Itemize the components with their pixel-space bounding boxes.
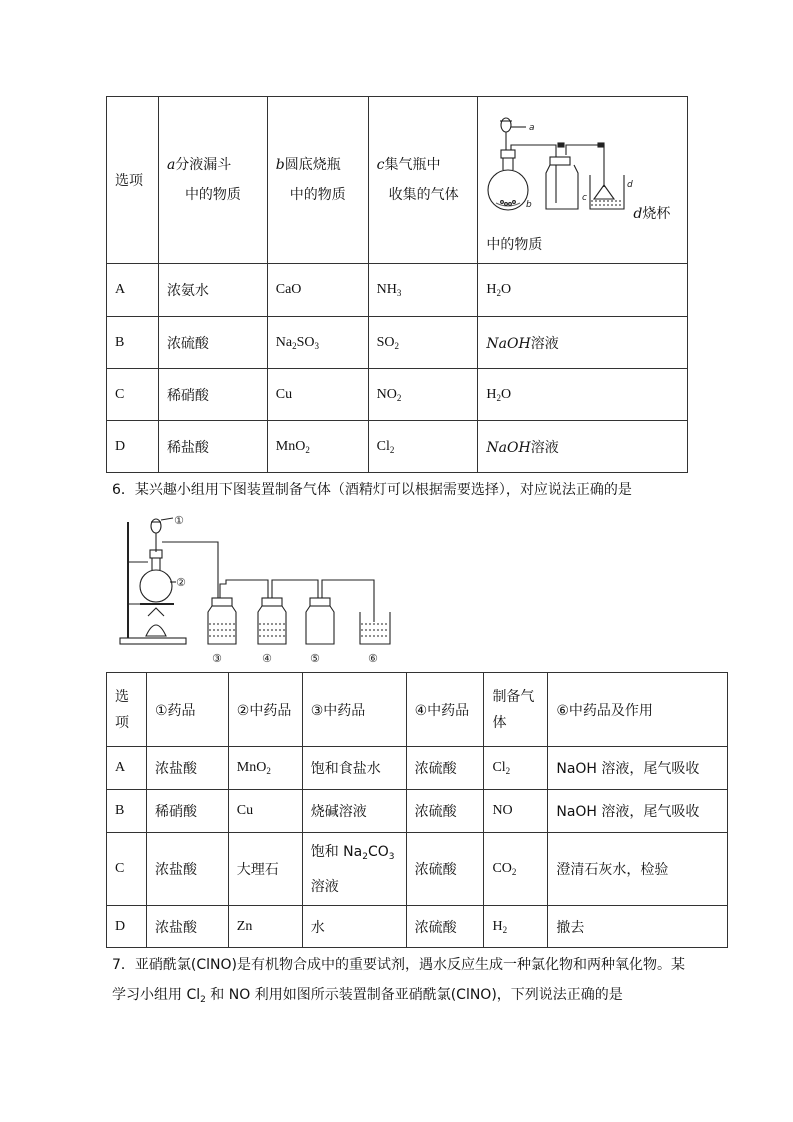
fig-label-5: ⑤: [310, 652, 320, 665]
table-row: [107, 747, 728, 790]
formula-text: NO: [376, 386, 397, 402]
header-option: 选项: [107, 97, 159, 264]
formula-sub: 2: [389, 444, 395, 455]
cell-c6: 澄清石灰水，检验: [548, 833, 728, 906]
fig-label-4: ④: [262, 652, 272, 665]
cell-a: 稀硝酸: [158, 369, 267, 421]
cell-c6: 撤去: [548, 906, 728, 948]
row-option: A: [107, 747, 147, 790]
fig-label-1: ①: [174, 514, 184, 527]
row-option: B: [107, 317, 159, 369]
cell-c: [368, 317, 478, 369]
formula-text: 饱和 Na: [310, 843, 363, 860]
row-option: D: [107, 906, 147, 948]
header-b-letter: b: [275, 157, 285, 173]
cell-c: [368, 264, 478, 317]
formula-text: SO: [376, 334, 395, 350]
header-a: [158, 97, 267, 264]
text-span: 和 NO 利用如图所示装置制备亚硝酰氯(ClNO)，下列说法正确的是: [205, 987, 623, 1003]
text-span: 学习小组用 Cl: [112, 987, 201, 1003]
cell-a: 浓氨水: [158, 264, 267, 317]
cell-c: [368, 369, 478, 421]
cell-c2: Cu: [228, 790, 302, 833]
formula-text: CO: [367, 843, 389, 860]
cell-c3: 烧碱溶液: [302, 790, 406, 833]
row-option: C: [107, 369, 159, 421]
formula-sub: 3: [396, 288, 402, 298]
table-row: [107, 906, 728, 948]
formula-sub: 2: [396, 392, 402, 403]
cell-b: [267, 421, 368, 473]
question-6-text: 6．某兴趣小组用下图装置制备气体（酒精灯可以根据需要选择），对应说法正确的是: [112, 482, 632, 498]
header-a-letter: a: [166, 157, 176, 173]
row-option: C: [107, 833, 147, 906]
cell-c1: 浓盐酸: [146, 906, 228, 948]
cell-c4: 浓硫酸: [406, 906, 484, 948]
table-2: [106, 672, 728, 948]
cell-d: [478, 264, 688, 317]
cell-c3: 水: [302, 906, 406, 948]
formula-text: CO: [492, 861, 512, 876]
fig-label-b: b: [526, 200, 533, 210]
fig-label-6: ⑥: [368, 652, 378, 665]
cell-text: 溶液: [310, 878, 339, 895]
cell-c5: [484, 906, 548, 948]
cell-c5: [484, 833, 548, 906]
formula-sub: 2: [496, 392, 502, 403]
fig-label-3: ③: [212, 652, 222, 665]
cell-text: 溶液: [530, 439, 559, 456]
header-c-letter: c: [376, 157, 385, 173]
cell-a: 稀盐酸: [158, 421, 267, 473]
cell-c1: 浓盐酸: [146, 833, 228, 906]
header-c-line1: 集气瓶中: [384, 157, 441, 173]
table-row: [107, 317, 688, 369]
header-c1: ①药品: [146, 673, 228, 747]
cell-c1: 浓盐酸: [146, 747, 228, 790]
gas-collection-apparatus-figure: [486, 105, 646, 215]
formula-sub: 2: [362, 851, 368, 862]
cell-c2: [228, 747, 302, 790]
header-d-line2: 中的物质: [486, 237, 543, 253]
header-c2: ②中药品: [228, 673, 302, 747]
formula-text: Na: [275, 334, 293, 350]
cell-c2: 大理石: [228, 833, 302, 906]
header-d: [478, 97, 688, 264]
cell-c4: 浓硫酸: [406, 790, 484, 833]
cell-d: [478, 317, 688, 369]
header-c: [368, 97, 478, 264]
formula-sub: 2: [502, 924, 508, 935]
header-c4: ④中药品: [406, 673, 484, 747]
question-7-line-2: [112, 985, 623, 1010]
cell-c2: Zn: [228, 906, 302, 948]
formula-text: H: [492, 918, 503, 934]
cell-b: CaO: [267, 264, 368, 317]
row-option: A: [107, 264, 159, 317]
formula-text: H: [486, 282, 497, 297]
formula-sub: 2: [394, 340, 400, 351]
fig-label-d: d: [627, 180, 634, 190]
question-7-line-1: 7．亚硝酰氯(ClNO)是有机物合成中的重要试剂，遇水反应生成一种氯化物和两种氧化物。某: [112, 957, 685, 973]
cell-c1: 稀硝酸: [146, 790, 228, 833]
formula-italic: NaOH: [486, 335, 531, 352]
formula-sub: 2: [305, 444, 310, 455]
cell-b: [267, 317, 368, 369]
cell-a: 浓硫酸: [158, 317, 267, 369]
table-row: [107, 790, 728, 833]
fig-label-2: ②: [176, 576, 186, 589]
header-c3: ③中药品: [302, 673, 406, 747]
formula-sub: 3: [314, 340, 319, 351]
table-1-header-row: [107, 97, 688, 264]
gas-preparation-apparatus-figure: [118, 512, 398, 668]
formula-text: O: [501, 386, 512, 402]
cell-c3: 饱和食盐水: [302, 747, 406, 790]
cell-c: [368, 421, 478, 473]
formula-sub: 2: [266, 766, 271, 776]
formula-text: SO: [296, 334, 315, 350]
header-b-line1: 圆底烧瓶: [284, 157, 341, 173]
header-a-line1: 分液漏斗: [175, 157, 232, 173]
header-d-line1: 烧杯: [642, 206, 671, 222]
header-b: [267, 97, 368, 264]
cell-c4: 浓硫酸: [406, 747, 484, 790]
formula-text: H: [486, 386, 497, 402]
cell-d: [478, 369, 688, 421]
cell-c6: NaOH 溶液，尾气吸收: [548, 747, 728, 790]
cell-c4: 浓硫酸: [406, 833, 484, 906]
table-2-header-row: [107, 673, 728, 747]
formula-text: Cl: [492, 760, 506, 775]
row-option: D: [107, 421, 159, 473]
table-1: [106, 96, 688, 473]
cell-b: Cu: [267, 369, 368, 421]
header-b-line2: 中的物质: [289, 187, 346, 203]
formula-sub: 2: [496, 288, 502, 298]
cell-text: 溶液: [530, 335, 559, 352]
table-row: [107, 369, 688, 421]
header-c5: 制备气 体: [484, 673, 548, 747]
fig-label-a: a: [529, 123, 535, 133]
table-row: [107, 833, 728, 906]
formula-text: O: [501, 282, 512, 297]
formula-sub: 2: [292, 340, 297, 351]
formula-text: Cl: [376, 438, 390, 454]
header-d-letter: d: [633, 206, 643, 222]
formula-text: NH: [376, 282, 397, 297]
table-row: [107, 421, 688, 473]
header-a-line2: 中的物质: [184, 187, 241, 203]
fig-label-c: c: [582, 193, 588, 203]
cell-c6: NaOH 溶液，尾气吸收: [548, 790, 728, 833]
header-c6: ⑥中药品及作用: [548, 673, 728, 747]
formula-sub: 2: [505, 766, 511, 776]
formula-sub: 3: [388, 851, 395, 862]
cell-c3: [302, 833, 406, 906]
cell-c5: [484, 747, 548, 790]
formula-text: MnO: [275, 438, 306, 454]
cell-d: [478, 421, 688, 473]
table-row: [107, 264, 688, 317]
formula-sub: 2: [511, 867, 517, 877]
row-option: B: [107, 790, 147, 833]
formula-italic: NaOH: [486, 439, 531, 456]
formula-sub: 2: [200, 995, 206, 1005]
cell-c5: NO: [484, 790, 548, 833]
header-option: 选 项: [107, 673, 147, 747]
header-c-line2: 收集的气体: [388, 187, 459, 203]
formula-text: MnO: [236, 760, 267, 775]
